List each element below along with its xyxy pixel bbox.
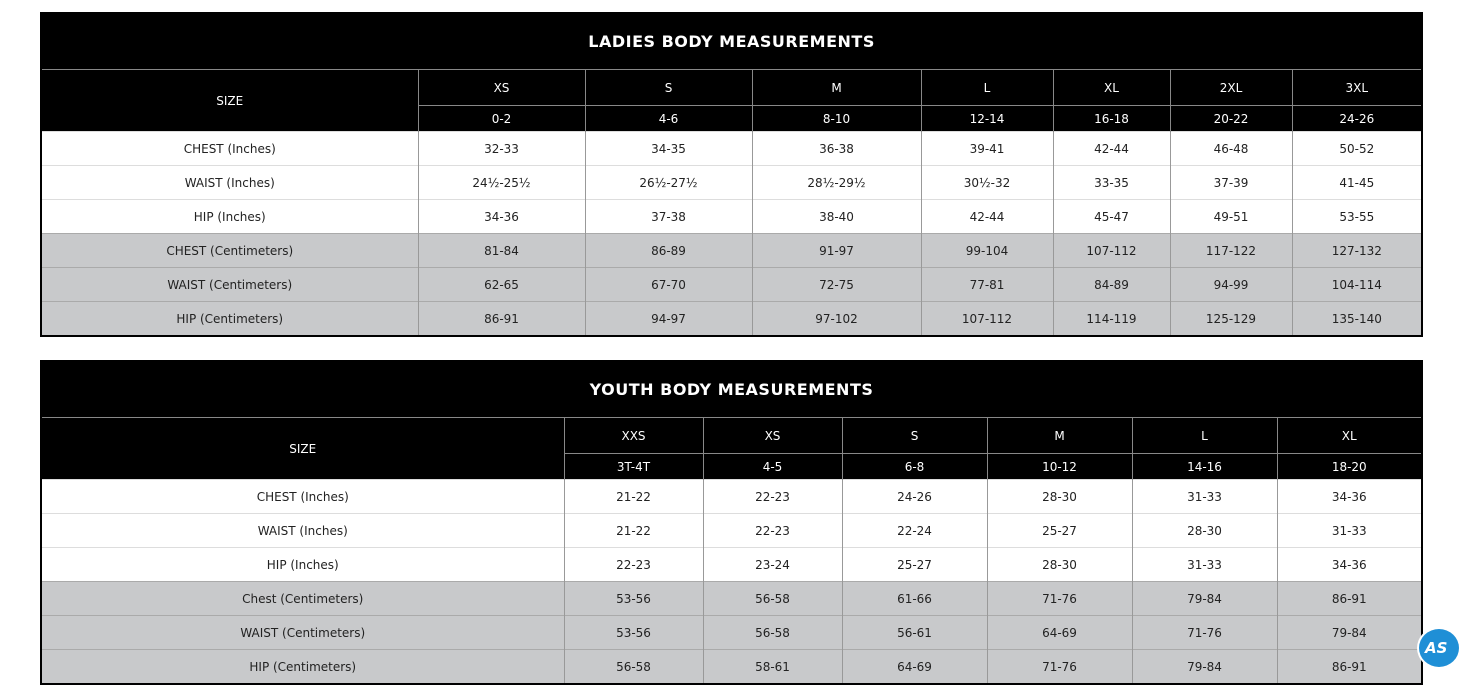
- table-cell: 84-89: [1053, 268, 1170, 302]
- size-name: M: [987, 418, 1132, 454]
- table-cell: 21-22: [564, 514, 703, 548]
- table-cell: 79-84: [1132, 650, 1277, 684]
- size-range: 4-5: [703, 454, 842, 480]
- table-cell: 36-38: [752, 132, 921, 166]
- table-cell: 30½-32: [921, 166, 1053, 200]
- row-label: CHEST (Inches): [42, 132, 418, 166]
- table-cell: 56-58: [564, 650, 703, 684]
- size-range: 20-22: [1170, 106, 1292, 132]
- row-label: HIP (Centimeters): [42, 650, 564, 684]
- table-row: [42, 268, 1421, 302]
- table-cell: 61-66: [842, 582, 987, 616]
- row-label: HIP (Inches): [42, 200, 418, 234]
- table-cell: 37-39: [1170, 166, 1292, 200]
- table-cell: 79-84: [1132, 582, 1277, 616]
- table-cell: 114-119: [1053, 302, 1170, 336]
- table-cell: 67-70: [585, 268, 752, 302]
- size-header: SIZE: [42, 70, 418, 132]
- table-cell: 37-38: [585, 200, 752, 234]
- table-cell: 22-23: [703, 480, 842, 514]
- row-label: WAIST (Centimeters): [42, 616, 564, 650]
- row-label: WAIST (Inches): [42, 166, 418, 200]
- table-cell: 39-41: [921, 132, 1053, 166]
- row-label: WAIST (Centimeters): [42, 268, 418, 302]
- table-cell: 42-44: [921, 200, 1053, 234]
- table-cell: 56-58: [703, 582, 842, 616]
- table-cell: 64-69: [987, 616, 1132, 650]
- table-cell: 31-33: [1132, 548, 1277, 582]
- size-range: 6-8: [842, 454, 987, 480]
- table-cell: 28½-29½: [752, 166, 921, 200]
- table-cell: 72-75: [752, 268, 921, 302]
- size-name: L: [921, 70, 1053, 106]
- table-cell: 71-76: [1132, 616, 1277, 650]
- table-row: [42, 302, 1421, 336]
- table-cell: 22-23: [703, 514, 842, 548]
- table-cell: 77-81: [921, 268, 1053, 302]
- table-cell: 26½-27½: [585, 166, 752, 200]
- table-cell: 23-24: [703, 548, 842, 582]
- size-name: XL: [1053, 70, 1170, 106]
- table-cell: 64-69: [842, 650, 987, 684]
- table-row: [42, 480, 1421, 514]
- table-cell: 22-23: [564, 548, 703, 582]
- youth-table-title: YOUTH BODY MEASUREMENTS: [42, 362, 1421, 418]
- table-cell: 94-99: [1170, 268, 1292, 302]
- table-row: [42, 582, 1421, 616]
- table-cell: 38-40: [752, 200, 921, 234]
- table-row: [42, 616, 1421, 650]
- size-name: L: [1132, 418, 1277, 454]
- table-cell: 24½-25½: [418, 166, 585, 200]
- size-name: S: [585, 70, 752, 106]
- table-cell: 22-24: [842, 514, 987, 548]
- table-cell: 99-104: [921, 234, 1053, 268]
- size-range: 8-10: [752, 106, 921, 132]
- table-cell: 86-91: [1277, 582, 1421, 616]
- size-range: 0-2: [418, 106, 585, 132]
- row-label: WAIST (Inches): [42, 514, 564, 548]
- size-range: 10-12: [987, 454, 1132, 480]
- size-range: 3T-4T: [564, 454, 703, 480]
- table-cell: 104-114: [1292, 268, 1421, 302]
- table-row: [42, 132, 1421, 166]
- table-cell: 45-47: [1053, 200, 1170, 234]
- table-cell: 53-56: [564, 582, 703, 616]
- table-cell: 62-65: [418, 268, 585, 302]
- table-row: [42, 548, 1421, 582]
- table-cell: 56-61: [842, 616, 987, 650]
- table-cell: 31-33: [1277, 514, 1421, 548]
- youth-measurements-table: [40, 360, 1423, 685]
- table-cell: 34-35: [585, 132, 752, 166]
- size-range: 14-16: [1132, 454, 1277, 480]
- table-cell: 28-30: [987, 548, 1132, 582]
- table-cell: 53-55: [1292, 200, 1421, 234]
- size-range: 4-6: [585, 106, 752, 132]
- table-cell: 117-122: [1170, 234, 1292, 268]
- size-range: 24-26: [1292, 106, 1421, 132]
- table-cell: 41-45: [1292, 166, 1421, 200]
- size-range: 16-18: [1053, 106, 1170, 132]
- table-cell: 32-33: [418, 132, 585, 166]
- ladies-measurements-table: [40, 12, 1423, 337]
- table-cell: 34-36: [418, 200, 585, 234]
- table-cell: 135-140: [1292, 302, 1421, 336]
- table-cell: 33-35: [1053, 166, 1170, 200]
- table-cell: 107-112: [1053, 234, 1170, 268]
- size-name: M: [752, 70, 921, 106]
- size-name: 2XL: [1170, 70, 1292, 106]
- table-cell: 71-76: [987, 582, 1132, 616]
- size-name: XXS: [564, 418, 703, 454]
- table-cell: 25-27: [987, 514, 1132, 548]
- table-cell: 86-89: [585, 234, 752, 268]
- table-cell: 86-91: [1277, 650, 1421, 684]
- table-cell: 107-112: [921, 302, 1053, 336]
- table-cell: 24-26: [842, 480, 987, 514]
- row-label: HIP (Centimeters): [42, 302, 418, 336]
- table-cell: 50-52: [1292, 132, 1421, 166]
- table-cell: 28-30: [1132, 514, 1277, 548]
- table-cell: 56-58: [703, 616, 842, 650]
- table-cell: 28-30: [987, 480, 1132, 514]
- row-label: HIP (Inches): [42, 548, 564, 582]
- table-cell: 94-97: [585, 302, 752, 336]
- table-cell: 49-51: [1170, 200, 1292, 234]
- size-range: 18-20: [1277, 454, 1421, 480]
- row-label: CHEST (Inches): [42, 480, 564, 514]
- table-cell: 91-97: [752, 234, 921, 268]
- table-cell: 31-33: [1132, 480, 1277, 514]
- table-cell: 97-102: [752, 302, 921, 336]
- table-cell: 42-44: [1053, 132, 1170, 166]
- table-cell: 125-129: [1170, 302, 1292, 336]
- table-cell: 81-84: [418, 234, 585, 268]
- table-row: [42, 166, 1421, 200]
- size-name: XL: [1277, 418, 1421, 454]
- table-row: [42, 200, 1421, 234]
- size-range: 12-14: [921, 106, 1053, 132]
- size-name: XS: [703, 418, 842, 454]
- size-name: XS: [418, 70, 585, 106]
- table-cell: 46-48: [1170, 132, 1292, 166]
- table-row: [42, 650, 1421, 684]
- ladies-table-title: LADIES BODY MEASUREMENTS: [42, 14, 1421, 70]
- table-cell: 79-84: [1277, 616, 1421, 650]
- table-cell: 127-132: [1292, 234, 1421, 268]
- table-cell: 71-76: [987, 650, 1132, 684]
- row-label: Chest (Centimeters): [42, 582, 564, 616]
- table-cell: 34-36: [1277, 480, 1421, 514]
- size-name: S: [842, 418, 987, 454]
- table-cell: 25-27: [842, 548, 987, 582]
- table-cell: 86-91: [418, 302, 585, 336]
- size-header: SIZE: [42, 418, 564, 480]
- table-cell: 53-56: [564, 616, 703, 650]
- table-cell: 58-61: [703, 650, 842, 684]
- table-row: [42, 234, 1421, 268]
- table-cell: 34-36: [1277, 548, 1421, 582]
- row-label: CHEST (Centimeters): [42, 234, 418, 268]
- accessibility-badge-icon[interactable]: AS: [1419, 629, 1459, 667]
- size-name: 3XL: [1292, 70, 1421, 106]
- table-row: [42, 514, 1421, 548]
- table-cell: 21-22: [564, 480, 703, 514]
